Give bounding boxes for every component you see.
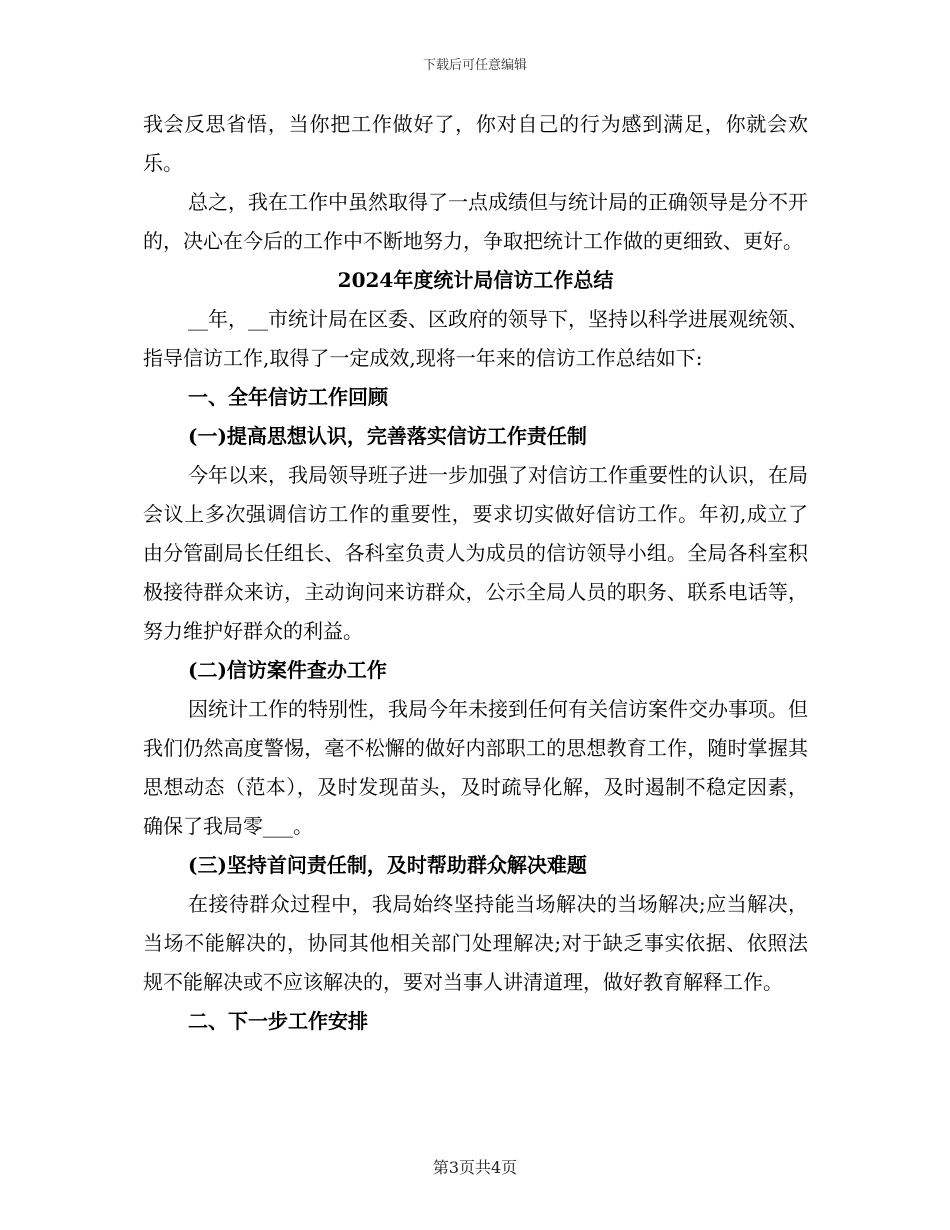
paragraph-conclusion: 总之，我在工作中虽然取得了一点成绩但与统计局的正确领导是分不开的，决心在今后的工作中不断地努力，争取把统计工作做的更细致、更好。 — [143, 190, 808, 253]
page-number-footer: 第3页共4页 — [432, 1158, 518, 1177]
document-body — [143, 105, 808, 1041]
paragraph-responsibility: 今年以来，我局领导班子进一步加强了对信访工作重要性的认识，在局会议上多次强调信访工作的重要性，要求切实做好信访工作。年初,成立了由分管副局长任组长、各科室负责人为成员的信访领导小组。全局各科室积极接待群众来访，主动询问来访群众，公示全局人员的职务、联系电话等，努力维护好群众的利益。 — [143, 463, 808, 643]
section-heading-review: 一、全年信访工作回顾 — [188, 385, 388, 409]
subheading-responsibility: (一)提高思想认识，完善落实信访工作责任制 — [188, 424, 587, 448]
subheading-first-inquiry: (三)坚持首问责任制，及时帮助群众解决难题 — [188, 853, 587, 877]
paragraph-intro: __年，__市统计局在区委、区政府的领导下，坚持以科学进展观统领、指导信访工作,取得了一定成效,现将一年来的信访工作总结如下: — [143, 307, 808, 370]
section-heading-next-steps: 二、下一步工作安排 — [188, 1009, 368, 1033]
paragraph-first-inquiry: 在接待群众过程中，我局始终坚持能当场解决的当场解决;应当解决，当场不能解决的，协同其他相关部门处理解决;对于缺乏事实依据、依照法规不能解决或不应该解决的，要对当事人讲清道理，做好教育解释工作。 — [143, 892, 808, 994]
paragraph-case-handling: 因统计工作的特别性，我局今年未接到任何有关信访案件交办事项。但我们仍然高度警惕，毫不松懈的做好内部职工的思想教育工作，随时掌握其思想动态（范本），及时发现苗头，及时疏导化解，及时遏制不稳定因素，确保了我局零___。 — [143, 697, 808, 838]
document-title: 2024年度统计局信访工作总结 — [337, 268, 614, 292]
paragraph-reflection: 我会反思省悟，当你把工作做好了，你对自己的行为感到满足，你就会欢乐。 — [143, 112, 808, 175]
page-header-note: 下载后可任意编辑 — [422, 58, 527, 73]
subheading-case-handling: (二)信访案件查办工作 — [188, 658, 387, 682]
